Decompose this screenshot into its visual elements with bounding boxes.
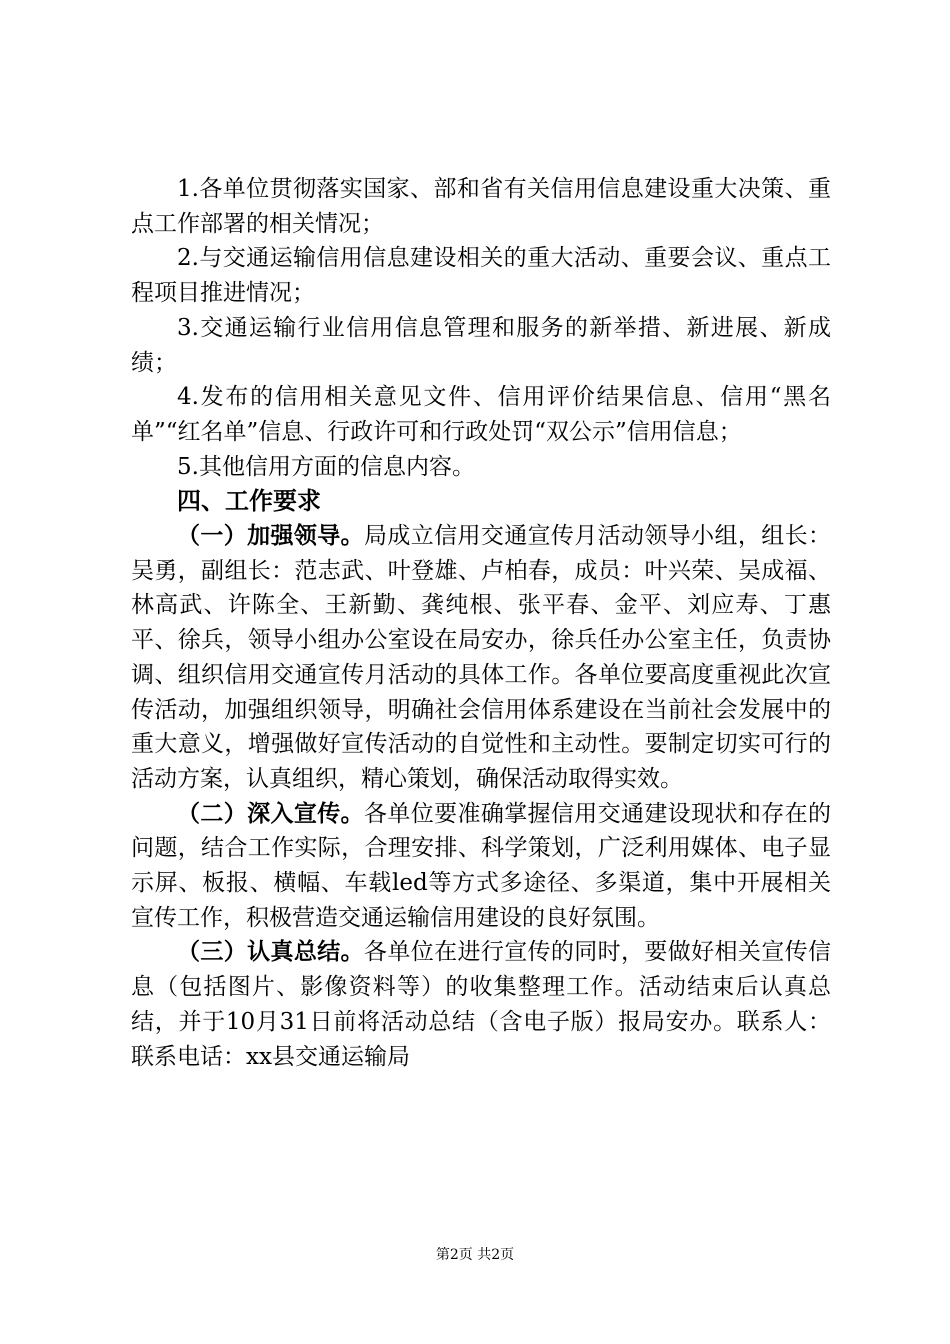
requirement-text: 局成立信用交通宣传月活动领导小组，组长：吴勇，副组长：范志武、叶登雄、卢柏春，成员：叶兴荣、吴成福、林高武、许陈全、王新勤、龚纯根、张平春、金平、刘应寿、丁惠平、徐兵，领导小组办公室设在局安办，徐兵任办公室主任，负责协调、组织信用交通宣传月活动的具体工作。各单位要高度重视此次宣传活动，加强组织领导，明确社会信用体系建设在当前社会发展中的重大意义，增强做好宣传活动的自觉性和主动性。要制定切实可行的活动方案，认真组织，精心策划，确保活动取得实效。 — [131, 523, 832, 792]
requirement-lead: （二）深入宣传。 — [177, 799, 364, 827]
list-item: 1.各单位贯彻落实国家、部和省有关信用信息建设重大决策、重点工作部署的相关情况； — [131, 176, 831, 237]
page-number-footer: 第2页 共2页 — [435, 1247, 515, 1263]
requirement-paragraph — [131, 797, 831, 936]
requirement-text: 各单位在进行宣传的同时，要做好相关宣传信息（包括图片、影像资料等）的收集整理工作。活动结束后认真总结，并于10月31日前将活动总结（含电子版）报局安办。联系人：联系电话：xx县交通运输局 — [131, 939, 832, 1070]
list-item: 3.交通运输行业信用信息管理和服务的新举措、新进展、新成绩； — [131, 314, 831, 376]
requirement-text: 各单位要准确掌握信用交通建设现状和存在的问题，结合工作实际，合理安排、科学策划，广泛利用媒体、电子显示屏、板报、横幅、车载led等方式多途径、多渠道，集中开展相关宣传工作，积极营造交通运输信用建设的良好氛围。 — [131, 800, 832, 931]
requirement-paragraph — [131, 935, 831, 1074]
list-item: 2.与交通运输信用信息建设相关的重大活动、重要会议、重点工程项目推进情况； — [131, 245, 831, 307]
requirement-paragraph — [131, 519, 831, 797]
document-body — [131, 172, 831, 1074]
list-item: 4.发布的信用相关意见文件、信用评价结果信息、信用“黑名单”“红名单”信息、行政许可和行政处罚“双公示”信用信息； — [131, 384, 831, 445]
section-heading: 四、工作要求 — [177, 486, 321, 516]
requirement-lead: （三）认真总结。 — [177, 938, 364, 966]
requirement-lead: （一）加强领导。 — [177, 522, 364, 550]
list-item: 5.其他信用方面的信息内容。 — [177, 453, 475, 480]
